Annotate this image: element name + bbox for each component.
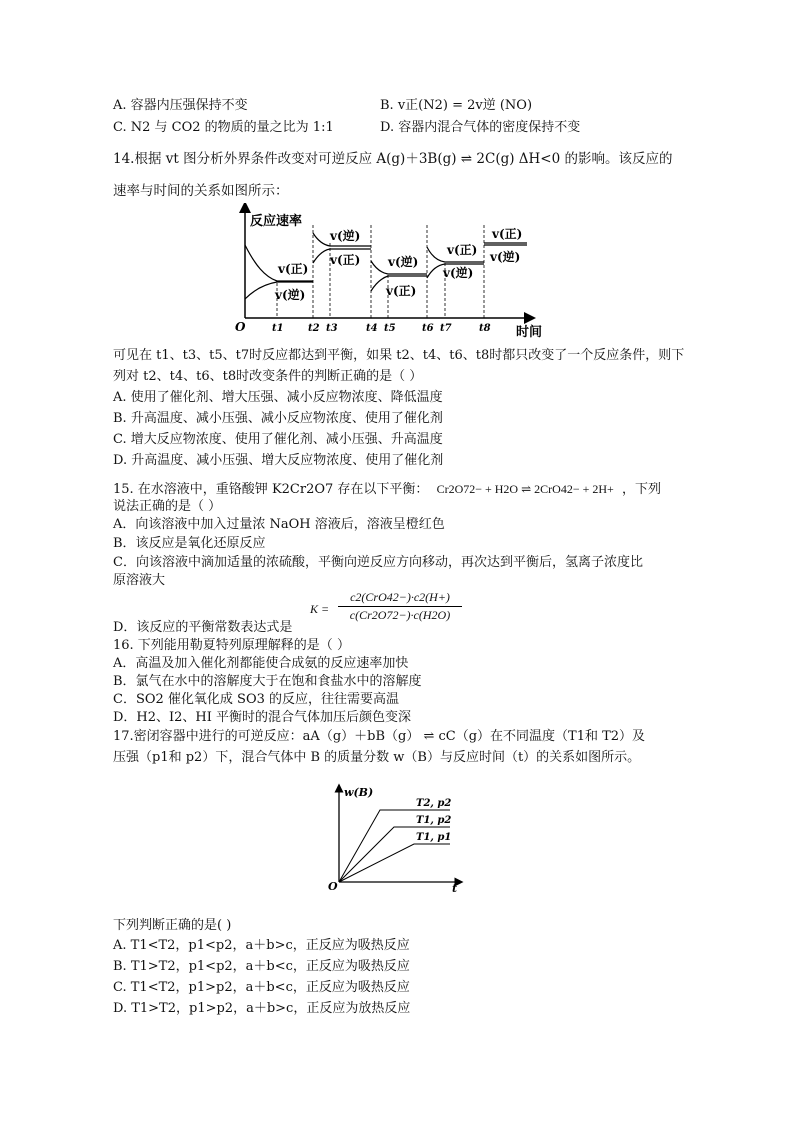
q15-stem-a: 15. 在水溶液中，重铬酸钾 K2Cr2O7 存在以下平衡：: [113, 482, 429, 497]
q14-label-vf-3: v(正): [386, 284, 417, 298]
q17-option-a: A. T1<T2，p1<p2，a＋b>c，正反应为吸热反应: [113, 938, 410, 953]
q17-label-t1-p1: T1, p1: [416, 832, 452, 843]
q16-option-d: D．H2、I2、HI 平衡时的混合气体加压后颜色变深: [113, 710, 412, 725]
q14-tick-t1: t1: [272, 323, 284, 334]
q14-tick-t4: t4: [366, 323, 378, 334]
q14-text-line2: 列对 t2、t4、t6、t8时改变条件的判断正确的是（ ）: [113, 369, 423, 384]
q17-label-t2-p2: T2, p2: [416, 798, 452, 809]
q17-option-c: C. T1<T2，p1>p2，a＋b<c，正反应为吸热反应: [113, 980, 410, 995]
q15-option-b: B．该反应是氧化还原反应: [113, 536, 266, 551]
q17-stem-line1: 17.密闭容器中进行的可逆反应：aA（g）＋bB（g） ⇌ cC（g）在不同温度（T1和 T2）及: [113, 729, 646, 744]
q13-option-b: B. v正(N2) = 2v逆 (NO): [380, 98, 533, 113]
q14-label-vr-2: v(逆): [330, 229, 361, 243]
q15-option-c-line1: C．向该溶液中滴加适量的浓硫酸，平衡向逆反应方向移动，再次达到平衡后，氢离子浓度比: [113, 555, 643, 570]
q13-option-c: C. N2 与 CO2 的物质的量之比为 1:1: [113, 120, 334, 135]
q17-prompt: 下列判断正确的是( ): [113, 918, 232, 933]
q14-option-c: C. 增大反应物浓度、使用了催化剂、减小压强、升高温度: [113, 432, 443, 447]
q15-option-d: D．该反应的平衡常数表达式是: [113, 620, 293, 635]
q14-tick-t2: t2: [308, 323, 320, 334]
q14-tick-t7: t7: [440, 323, 452, 334]
q15-k-denominator: c(Cr2O72−)·c(H2O): [349, 608, 451, 622]
q14-label-vf-1: v(正): [278, 262, 309, 276]
q17-label-t1-p2: T1, p2: [416, 815, 452, 826]
q15-option-c-line2: 原溶液大: [113, 573, 166, 588]
q16-option-b: B．氯气在水中的溶解度大于在饱和食盐水中的溶解度: [113, 674, 422, 689]
q14-stem-line2: 速率与时间的关系如图所示：: [113, 183, 289, 199]
q14-text-line1: 可见在 t1、t3、t5、t7时反应都达到平衡，如果 t2、t4、t6、t8时都只改变了一个反应条件，则下: [113, 348, 685, 363]
q17-option-b: B. T1>T2，p1<p2，a＋b<c，正反应为吸热反应: [113, 959, 410, 974]
q15-stem-line1: [113, 480, 661, 499]
q14-origin: O: [235, 320, 246, 334]
q15-option-a: A．向该溶液中加入过量浓 NaOH 溶液后，溶液呈橙红色: [113, 517, 445, 532]
q17-option-d: D. T1>T2，p1>p2，a＋b>c，正反应为放热反应: [113, 1001, 411, 1016]
q14-label-vr-3: v(逆): [388, 255, 419, 269]
q16-option-c: C．SO2 催化氧化成 SO3 的反应，往往需要高温: [113, 692, 400, 707]
q14-rate-time-chart: [230, 203, 550, 343]
q15-k-fraction-bar: [338, 606, 462, 607]
q15-equilibrium-equation: Cr2O72− + H2O ⇌ 2CrO42− + 2H+: [436, 482, 614, 496]
q17-wb-time-chart: [322, 782, 467, 894]
q15-stem-line2: 说法正确的是（ ）: [113, 499, 222, 514]
q14-label-vr-5: v(逆): [490, 250, 521, 264]
q13-option-d: D. 容器内混合气体的密度保持不变: [380, 120, 581, 135]
q14-label-vf-2: v(正): [330, 253, 361, 267]
q14-tick-t6: t6: [422, 323, 434, 334]
q16-stem: 16. 下列能用勒夏特列原理解释的是（ ）: [113, 638, 350, 653]
q13-option-a: A. 容器内压强保持不变: [113, 98, 248, 113]
q14-label-vr-4: v(逆): [443, 266, 474, 280]
q14-tick-t3: t3: [326, 323, 338, 334]
q17-stem-line2: 压强（p1和 p2）下，混合气体中 B 的质量分数 w（B）与反应时间（t）的关系如图所示。: [113, 750, 641, 765]
q17-origin: O: [328, 880, 338, 893]
q15-stem-b: ，下列: [621, 482, 661, 497]
q14-x-label: 时间: [516, 325, 543, 340]
q17-y-label: w(B): [344, 786, 374, 799]
q14-label-vf-4: v(正): [447, 243, 478, 257]
q14-tick-t5: t5: [384, 323, 396, 334]
q14-label-vr-1: v(逆): [275, 288, 306, 302]
q14-option-b: B. 升高温度、减小压强、减小反应物浓度、使用了催化剂: [113, 411, 443, 426]
q14-y-label: 反应速率: [250, 214, 303, 229]
q15-k-numerator: c2(CrO42−)·c2(H+): [350, 590, 450, 604]
q14-tick-t8: t8: [479, 323, 491, 334]
q14-label-vf-5: v(正): [492, 227, 523, 241]
q14-stem-line1: 14.根据 vt 图分析外界条件改变对可逆反应 A(g)＋3B(g) ⇌ 2C(g) ΔH<0 的影响。该反应的: [113, 151, 673, 167]
q17-x-label: t: [452, 882, 458, 894]
q14-option-a: A. 使用了催化剂、增大压强、减小反应物浓度、降低温度: [113, 390, 443, 405]
q17-line-t1-p1: [339, 844, 450, 882]
q14-option-d: D. 升高温度、减小压强、增大反应物浓度、使用了催化剂: [113, 453, 444, 468]
q16-option-a: A．高温及加入催化剂都能使合成氨的反应速率加快: [113, 656, 409, 671]
